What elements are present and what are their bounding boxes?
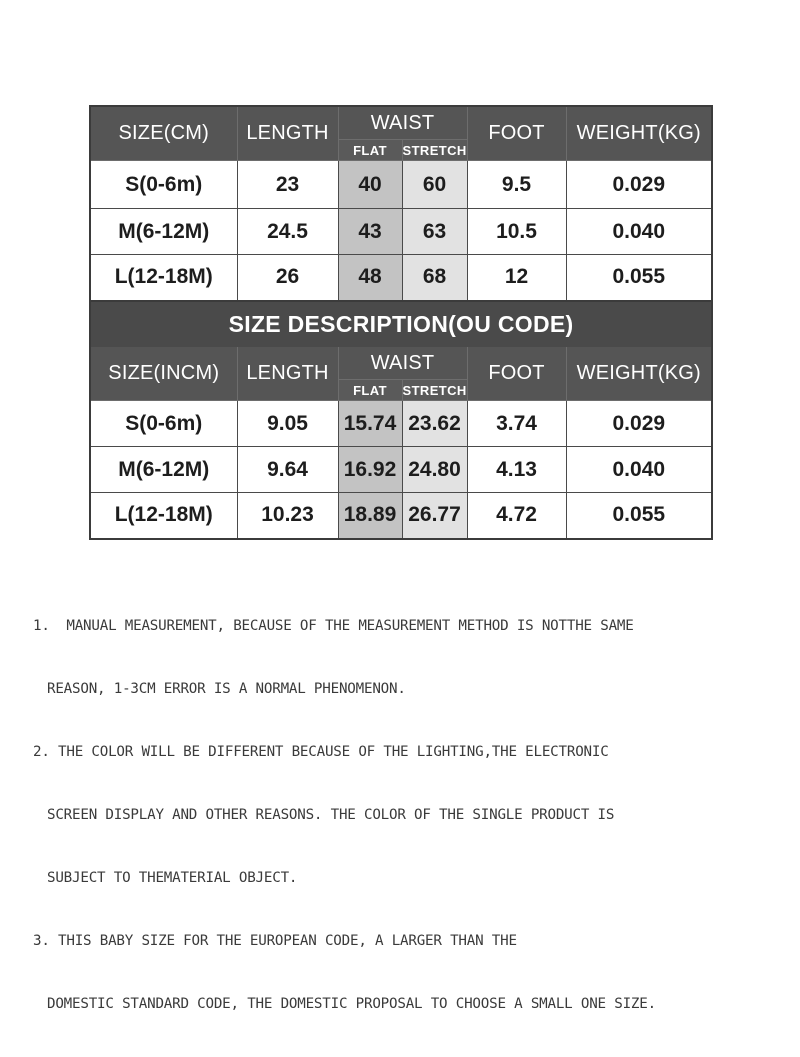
cell-waist-stretch: 26.77: [402, 493, 467, 539]
size-description-title: SIZE DESCRIPTION(OU CODE): [90, 301, 712, 347]
cell-length: 24.5: [237, 209, 338, 255]
cell-waist-stretch: 60: [402, 161, 467, 209]
cell-length: 9.64: [237, 447, 338, 493]
cell-weight: 0.055: [566, 493, 712, 539]
table-inch-header-row: [90, 347, 712, 380]
col-header-foot: FOOT: [467, 106, 566, 161]
cell-size: M(6-12M): [90, 209, 237, 255]
table-row: [90, 493, 712, 539]
note-line: SCREEN DISPLAY AND OTHER REASONS. THE COLOR OF THE SINGLE PRODUCT IS: [47, 807, 615, 823]
col-header-length: LENGTH: [237, 106, 338, 161]
note-line: 3. THIS BABY SIZE FOR THE EUROPEAN CODE, A LARGER THAN THE: [33, 933, 517, 949]
table-row: [90, 401, 712, 447]
table-row: [90, 447, 712, 493]
cell-foot: 4.72: [467, 493, 566, 539]
cell-foot: 10.5: [467, 209, 566, 255]
cell-length: 10.23: [237, 493, 338, 539]
table-cm-header-row: [90, 106, 712, 140]
cell-waist-stretch: 23.62: [402, 401, 467, 447]
cell-size: M(6-12M): [90, 447, 237, 493]
size-table-cm: [89, 105, 713, 302]
cell-waist-flat: 15.74: [338, 401, 402, 447]
col-header-weight: WEIGHT(KG): [566, 106, 712, 161]
cell-waist-flat: 48: [338, 255, 402, 301]
cell-foot: 3.74: [467, 401, 566, 447]
cell-waist-flat: 40: [338, 161, 402, 209]
table-row: [90, 161, 712, 209]
col-header-waist-flat: FLAT: [338, 380, 402, 401]
col-header-waist-flat: FLAT: [338, 140, 402, 161]
note-line: 1. MANUAL MEASUREMENT, BECAUSE OF THE MEASUREMENT METHOD IS NOTTHE SAME: [33, 618, 634, 634]
note-line: REASON, 1-3CM ERROR IS A NORMAL PHENOMENON.: [47, 681, 406, 697]
cell-size: L(12-18M): [90, 493, 237, 539]
cell-weight: 0.040: [566, 209, 712, 255]
notes-block: [33, 574, 775, 1057]
cell-length: 26: [237, 255, 338, 301]
cell-size: S(0-6m): [90, 401, 237, 447]
cell-weight: 0.055: [566, 255, 712, 301]
col-header-weight: WEIGHT(KG): [566, 347, 712, 401]
col-header-waist: WAIST: [338, 347, 467, 380]
cell-weight: 0.040: [566, 447, 712, 493]
note-line: 2. THE COLOR WILL BE DIFFERENT BECAUSE OF THE LIGHTING,THE ELECTRONIC: [33, 744, 609, 760]
cell-waist-flat: 43: [338, 209, 402, 255]
cell-foot: 4.13: [467, 447, 566, 493]
note-line: SUBJECT TO THEMATERIAL OBJECT.: [47, 870, 298, 886]
col-header-size: SIZE(CM): [90, 106, 237, 161]
note-line: DOMESTIC STANDARD CODE, THE DOMESTIC PROPOSAL TO CHOOSE A SMALL ONE SIZE.: [47, 996, 656, 1012]
cell-size: L(12-18M): [90, 255, 237, 301]
col-header-waist-stretch: STRETCH: [402, 140, 467, 161]
cell-waist-flat: 18.89: [338, 493, 402, 539]
cell-waist-stretch: 24.80: [402, 447, 467, 493]
table-row: [90, 209, 712, 255]
cell-weight: 0.029: [566, 161, 712, 209]
cell-foot: 12: [467, 255, 566, 301]
table-inch-title-row: [90, 301, 712, 347]
table-row: [90, 255, 712, 301]
col-header-waist-stretch: STRETCH: [402, 380, 467, 401]
cell-foot: 9.5: [467, 161, 566, 209]
cell-waist-flat: 16.92: [338, 447, 402, 493]
size-table-inch: [89, 300, 713, 540]
cell-weight: 0.029: [566, 401, 712, 447]
col-header-waist: WAIST: [338, 106, 467, 140]
cell-waist-stretch: 63: [402, 209, 467, 255]
cell-length: 23: [237, 161, 338, 209]
cell-waist-stretch: 68: [402, 255, 467, 301]
col-header-size: SIZE(INCM): [90, 347, 237, 401]
cell-size: S(0-6m): [90, 161, 237, 209]
col-header-foot: FOOT: [467, 347, 566, 401]
cell-length: 9.05: [237, 401, 338, 447]
col-header-length: LENGTH: [237, 347, 338, 401]
